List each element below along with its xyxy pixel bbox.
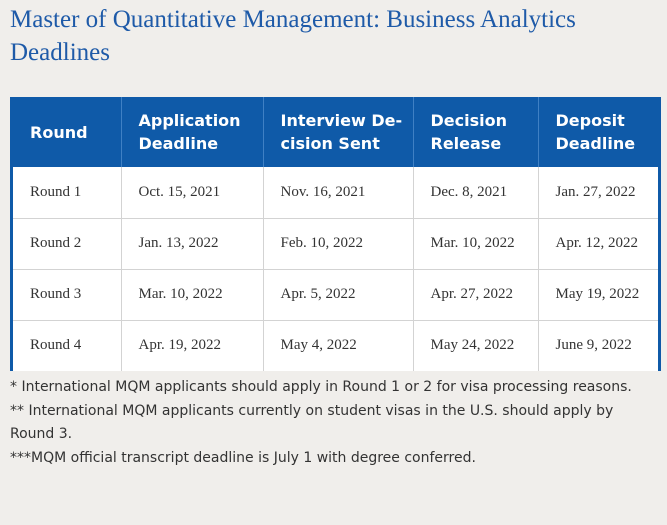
cell-interview-decision-sent: Apr. 5, 2022 <box>263 269 413 320</box>
cell-interview-decision-sent: May 4, 2022 <box>263 320 413 371</box>
table-row <box>13 269 658 320</box>
cell-application-deadline: Apr. 19, 2022 <box>121 320 263 371</box>
deadlines-table-container <box>10 97 661 371</box>
cell-deposit-deadline: June 9, 2022 <box>538 320 658 371</box>
cell-application-deadline: Oct. 15, 2021 <box>121 167 263 218</box>
footnote-student-visas: ** International MQM applicants currently on student visas in the U.S. should apply by Round 3. <box>10 402 614 442</box>
cell-deposit-deadline: May 19, 2022 <box>538 269 658 320</box>
table-row <box>13 218 658 269</box>
cell-application-deadline: Mar. 10, 2022 <box>121 269 263 320</box>
cell-decision-release: Dec. 8, 2021 <box>413 167 538 218</box>
header-decision-release: Decision Release <box>413 97 538 167</box>
header-deposit-deadline: Deposit Deadline <box>538 97 658 167</box>
table-row <box>13 167 658 218</box>
page-title: Master of Quantitative Management: Business Analytics Deadlines <box>10 6 576 66</box>
cell-application-deadline: Jan. 13, 2022 <box>121 218 263 269</box>
table-header-row <box>13 97 658 167</box>
cell-interview-decision-sent: Nov. 16, 2021 <box>263 167 413 218</box>
footnotes <box>10 376 660 470</box>
header-round: Round <box>13 97 121 167</box>
table-row <box>13 320 658 371</box>
header-interview-decision-sent: Interview Decision Sent <box>263 97 413 167</box>
cell-round: Round 4 <box>13 320 121 371</box>
cell-decision-release: May 24, 2022 <box>413 320 538 371</box>
header-application-deadline: Application Deadline <box>121 97 263 167</box>
cell-round: Round 1 <box>13 167 121 218</box>
cell-decision-release: Apr. 27, 2022 <box>413 269 538 320</box>
footnote-visa-rounds: * International MQM applicants should apply in Round 1 or 2 for visa processing reasons. <box>10 379 632 395</box>
footnote-transcript-deadline: ***MQM official transcript deadline is July 1 with degree conferred. <box>10 449 476 466</box>
cell-decision-release: Mar. 10, 2022 <box>413 218 538 269</box>
cell-deposit-deadline: Jan. 27, 2022 <box>538 167 658 218</box>
cell-round: Round 2 <box>13 218 121 269</box>
cell-round: Round 3 <box>13 269 121 320</box>
cell-deposit-deadline: Apr. 12, 2022 <box>538 218 658 269</box>
cell-interview-decision-sent: Feb. 10, 2022 <box>263 218 413 269</box>
deadlines-table <box>13 97 658 371</box>
